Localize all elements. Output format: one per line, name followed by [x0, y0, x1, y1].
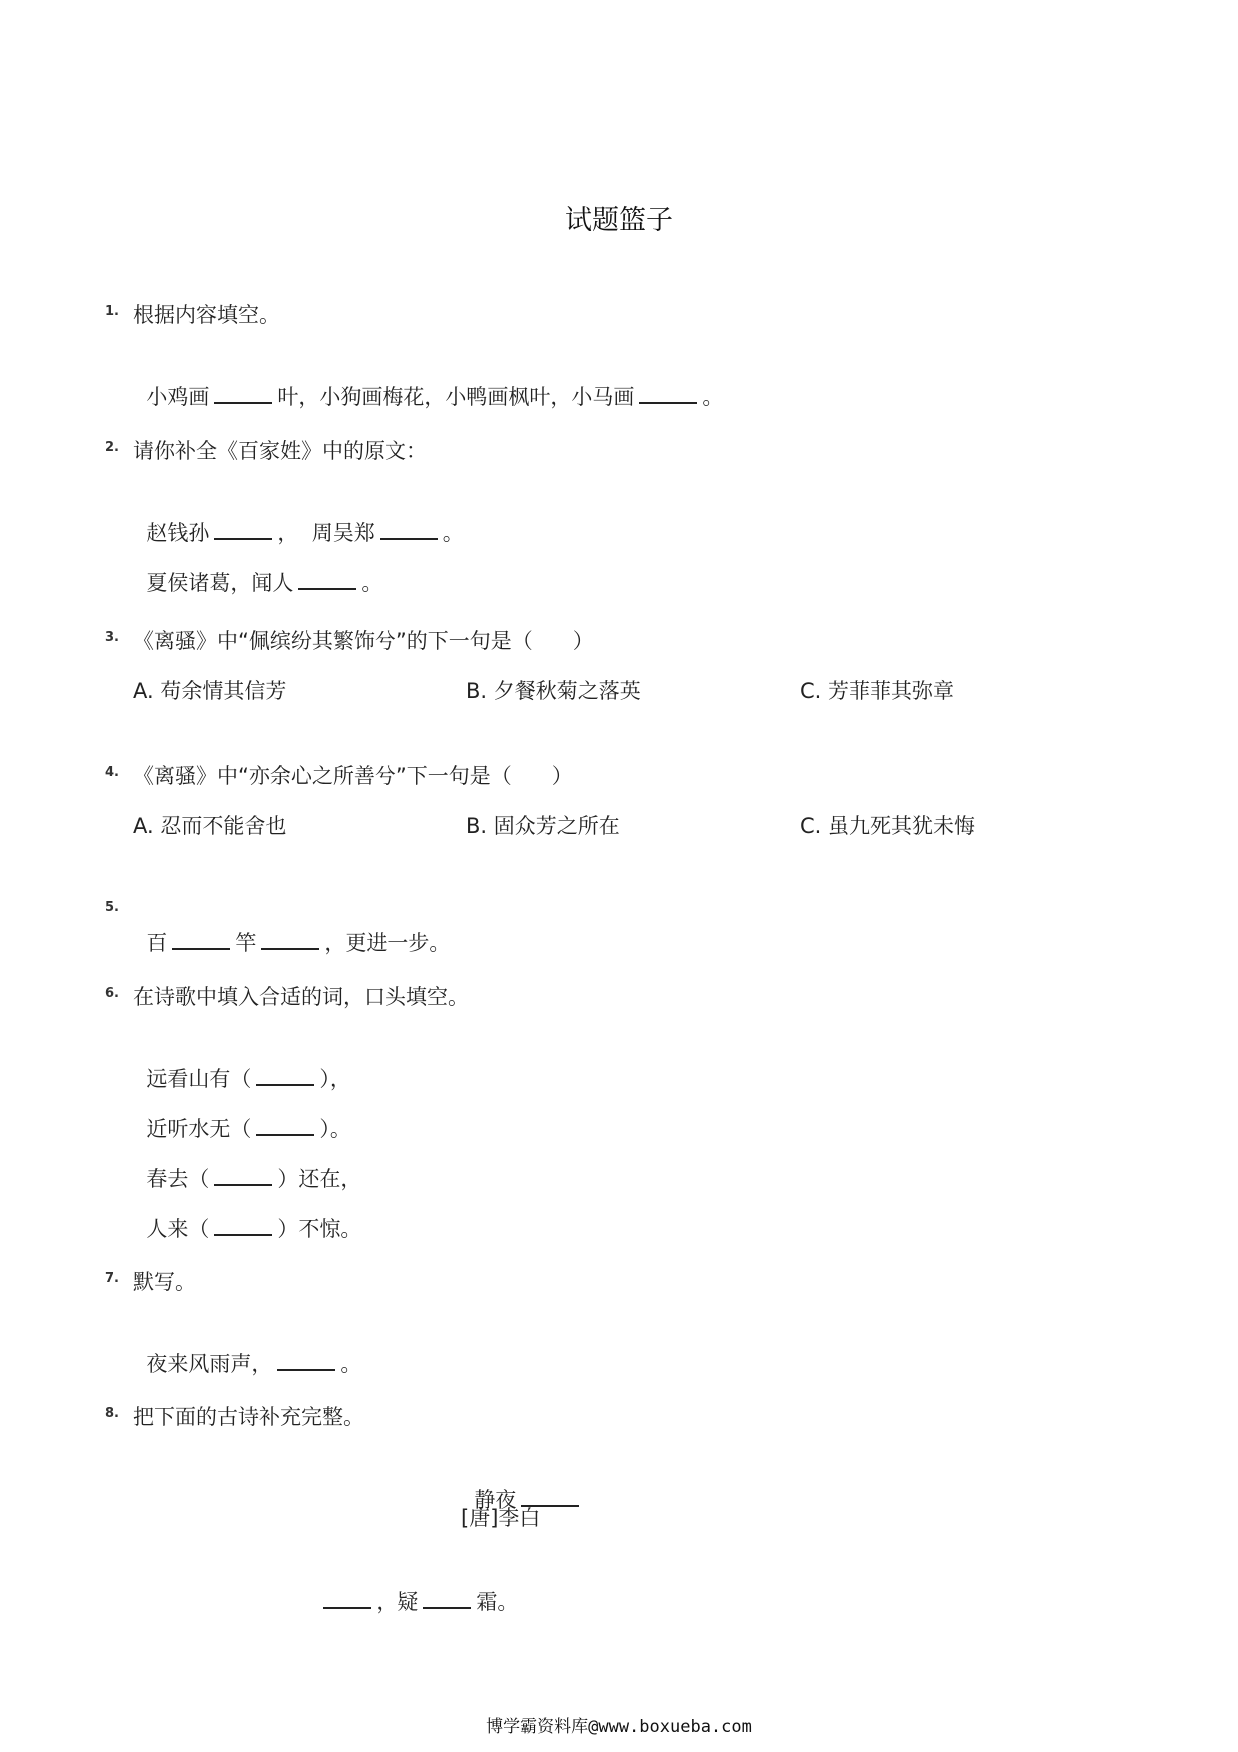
line-text: ），	[319, 1067, 351, 1091]
option-c[interactable]: C. 芳菲菲其弥章	[800, 679, 955, 703]
line-text: 竿	[235, 931, 257, 955]
answer-blank[interactable]	[277, 1347, 335, 1371]
line-text: 小鸡画	[146, 385, 210, 409]
question-prompt: 《离骚》中“亦余心之所善兮”下一句是（ ）	[133, 764, 573, 788]
option-b[interactable]: B. 固众芳之所在	[466, 814, 620, 838]
line-text: ，更进一步。	[324, 931, 451, 955]
answer-blank[interactable]	[423, 1585, 471, 1609]
fill-line	[133, 896, 450, 958]
line-text: 霜。	[476, 1590, 519, 1614]
poem-line	[133, 1182, 361, 1244]
option-c[interactable]: C. 虽九死其犹未悔	[800, 814, 976, 838]
poem-line	[310, 1555, 518, 1617]
line-text: 。	[442, 521, 464, 545]
poem-author: [唐]李白	[461, 1506, 541, 1530]
answer-blank[interactable]	[214, 1212, 272, 1236]
line-text: 近听水无（	[146, 1117, 252, 1141]
line-text: 远看山有（	[146, 1067, 252, 1091]
question-prompt: 根据内容填空。	[133, 303, 280, 327]
question-number: 2.	[105, 440, 119, 455]
option-a[interactable]: A. 忍而不能舍也	[133, 814, 287, 838]
line-text: ）。	[319, 1117, 351, 1141]
fill-line	[133, 1317, 361, 1379]
line-text: 春去（	[146, 1167, 210, 1191]
page-title: 试题篮子	[565, 205, 673, 236]
footer-watermark: 博学霸资料库@www.boxueba.com	[486, 1717, 752, 1737]
option-a[interactable]: A. 苟余情其信芳	[133, 679, 287, 703]
line-text: ）不惊。	[277, 1217, 362, 1241]
fill-line	[133, 536, 382, 598]
line-text: 夏侯诸葛，闻人	[146, 571, 294, 595]
answer-blank[interactable]	[261, 926, 319, 950]
line-text: ，疑	[376, 1590, 419, 1614]
answer-blank[interactable]	[380, 516, 438, 540]
line-text: ）还在，	[277, 1167, 362, 1191]
question-number: 7.	[105, 1271, 119, 1286]
question-number: 5.	[105, 900, 119, 915]
question-prompt: 默写。	[133, 1270, 196, 1294]
answer-blank[interactable]	[172, 926, 230, 950]
question-number: 6.	[105, 986, 119, 1001]
question-number: 1.	[105, 304, 119, 319]
answer-blank[interactable]	[323, 1585, 371, 1609]
line-text: ， 周吴郑	[277, 521, 375, 545]
poem-title: 静夜	[474, 1488, 517, 1512]
question-prompt: 在诗歌中填入合适的词，口头填空。	[133, 985, 469, 1009]
answer-blank[interactable]	[639, 380, 697, 404]
line-text: 。	[340, 1352, 362, 1376]
question-prompt: 把下面的古诗补充完整。	[133, 1405, 364, 1429]
question-number: 3.	[105, 630, 119, 645]
question-prompt: 《离骚》中“佩缤纷其繁饰兮”的下一句是（ ）	[133, 629, 594, 653]
line-text: 人来（	[146, 1217, 210, 1241]
option-b[interactable]: B. 夕餐秋菊之落英	[466, 679, 641, 703]
answer-blank[interactable]	[298, 566, 356, 590]
question-number: 4.	[105, 765, 119, 780]
line-text: 赵钱孙	[146, 521, 210, 545]
fill-line	[133, 350, 723, 412]
question-prompt: 请你补全《百家姓》中的原文：	[133, 439, 427, 463]
line-text: 。	[361, 571, 383, 595]
question-number: 8.	[105, 1406, 119, 1421]
line-text: 百	[146, 931, 168, 955]
line-text: 叶，小狗画梅花，小鸭画枫叶，小马画	[277, 385, 635, 409]
line-text: 夜来风雨声，	[146, 1352, 273, 1376]
answer-blank[interactable]	[214, 380, 272, 404]
line-text: 。	[702, 385, 724, 409]
